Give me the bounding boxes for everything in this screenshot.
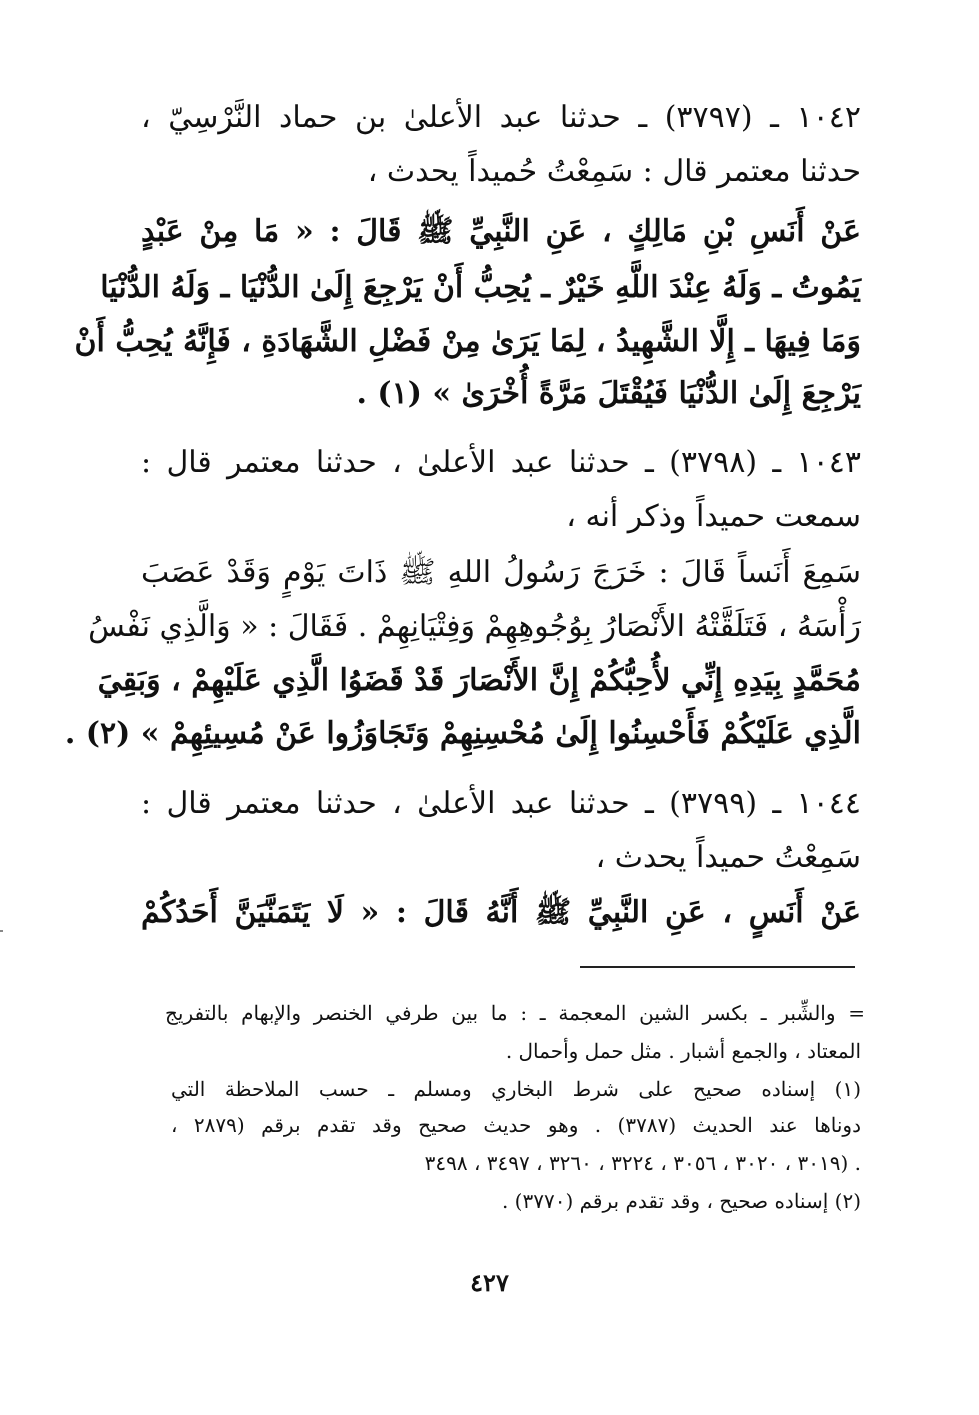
footnote-1-line-3: ٣٠١٩ ، ٣٠٢٠ ، ٣٠٥٦ ، ٣٢٢٤ ، ٣٢٦٠ ، ٣٤٩٧ ، ٣٤٩٨) . [424,1151,861,1175]
hadith-1042-text-line-4: يَرْجِعَ إِلَىٰ الدُّنْيَا فَيُقْتَلَ مَرَّةً أُخْرَىٰ » (١) . [356,376,861,411]
hadith-1043-text-line-2: رَأْسَهُ ، فَتَلَقَّتْهُ الأَنْصَارُ بِوُجُوهِهِمْ وَفِتْيَانِهِمْ . فَقَالَ : « وَالَّذِي نَفْسُ [88,609,861,644]
hadith-1043-text-line-1: سَمِعَ أَنَساً قَالَ : خَرَجَ رَسُولُ اللهِ ﷺ ذَاتَ يَوْمٍ وَقَدْ عَصَبَ [141,555,861,590]
hadith-1042-chain-line-2: حدثنا معتمر قال : سَمِعْتُ حُميداً يحدث ، [367,154,861,189]
footnote-separator [580,966,855,968]
hadith-1042-text-line-3: وَمَا فِيهَا ـ إِلَّا الشَّهِيدُ ، لِمَا يَرَىٰ مِنْ فَضْلِ الشَّهَادَةِ ، فَإِنَّهُ يُحِبُّ أَنْ [74,324,861,359]
footnote-1-line-1: (١) إسناده صحيح على شرط البخاري ومسلم ـ حسب الملاحظة التي [171,1077,861,1101]
footnote-continued-line-2: المعتاد ، والجمع أشبار . مثل حمل وأحمال . [505,1039,861,1063]
footnote-continued-line-1: = والشِّبر ـ بكسر الشين المعجمة ـ : ما بين طرفي الخنصر والإبهام بالتفريج [165,1001,865,1025]
scan-margin-mark [0,930,3,932]
footnote-2: (٢) إسناده صحيح ، وقد تقدم برقم (٣٧٧٠) . [501,1189,861,1213]
hadith-1042-chain-line-1: ١٠٤٢ ـ (٣٧٩٧) ـ حدثنا عبد الأعلىٰ بن حماد النَّرْسِيّ ، [141,100,861,135]
hadith-1044-text-line-1: عَنْ أَنَسٍ ، عَنِ النَّبِيِّ ﷺ أَنَّهُ قَالَ : « لَا يَتَمَنَّيَنَّ أَحَدُكُمْ [141,895,861,930]
hadith-1042-text-line-1: عَنْ أَنَسِ بْنِ مَالِكٍ ، عَنِ النَّبِيِّ ﷺ قَالَ : « مَا مِنْ عَبْدٍ [141,214,861,249]
hadith-1043-text-line-4: الَّذِي عَلَيْكُمْ فَأَحْسِنُوا إِلَىٰ مُحْسِنِهِمْ وَتَجَاوَزُوا عَنْ مُسِيئِهِمْ » (٢) . [64,716,861,751]
hadith-1043-chain-line-1: ١٠٤٣ ـ (٣٧٩٨) ـ حدثنا عبد الأعلىٰ ، حدثنا معتمر قال : [141,445,861,480]
hadith-1042-text-line-2: يَمُوتُ ـ وَلَهُ عِنْدَ اللَّهِ خَيْرٌ ـ يُحِبُّ أَنْ يَرْجِعَ إِلَىٰ الدُّنْيَا ـ وَلَهُ الدُّنْيَا [100,270,861,305]
hadith-1043-text-line-3: مُحَمَّدٍ بِيَدِهِ إِنِّي لأُحِبُّكُمْ إِنَّ الأَنْصَارَ قَدْ قَضَوُا الَّذِي عَلَيْهِمْ ، وَبَقِيَ [97,663,861,698]
hadith-1043-chain-line-2: سمعت حميداً وذكر أنه ، [566,499,861,534]
hadith-1044-chain-line-2: سَمِعْتُ حميداً يحدث ، [595,840,861,875]
page-number: ٤٢٧ [470,1268,509,1297]
footnote-1-line-2: دوناها عند الحديث (٣٧٨٧) . وهو حديث صحيح وقد تقدم برقم (٢٨٧٩ ، [171,1113,861,1137]
hadith-1044-chain-line-1: ١٠٤٤ ـ (٣٧٩٩) ـ حدثنا عبد الأعلىٰ ، حدثنا معتمر قال : [141,786,861,821]
